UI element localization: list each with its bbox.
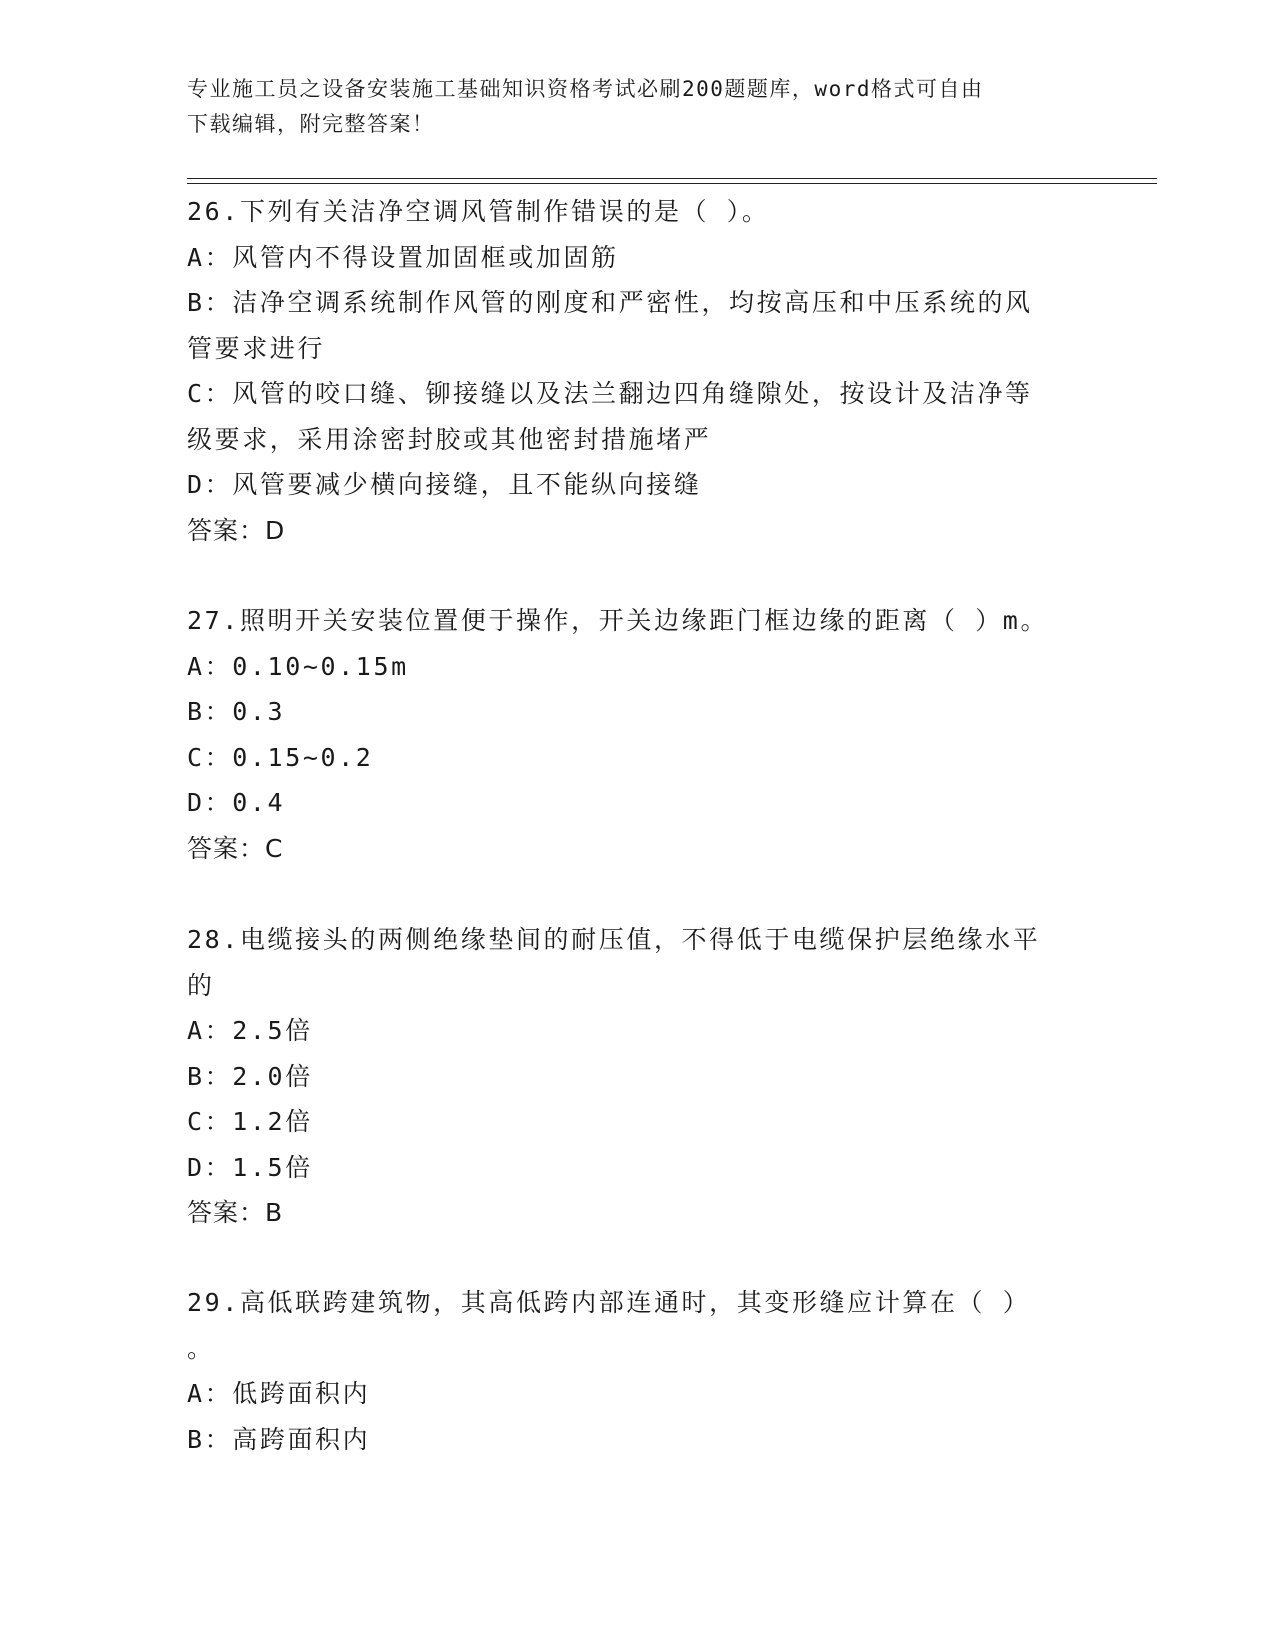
question-28 bbox=[187, 917, 1077, 1236]
option-a: A：0.10~0.15m bbox=[187, 651, 409, 681]
option-d: D：0.4 bbox=[187, 788, 286, 817]
question-stem-continued: 。 bbox=[187, 1333, 215, 1363]
header-line-2: 下载编辑，附完整答案！ bbox=[187, 112, 435, 136]
answer-label: 答案：B bbox=[187, 1198, 284, 1227]
question-stem: 28.电缆接头的两侧绝缘垫间的耐压值，不得低于电缆保护层绝缘水平 bbox=[187, 925, 1041, 954]
option-d: D：1.5倍 bbox=[187, 1152, 313, 1182]
question-stem: 26.下列有关洁净空调风管制作错误的是（ ）。 bbox=[187, 197, 770, 226]
option-c: C：1.2倍 bbox=[187, 1107, 313, 1136]
document-header bbox=[187, 72, 1067, 142]
option-c: C：0.15~0.2 bbox=[187, 742, 374, 772]
header-divider-bottom bbox=[187, 183, 1157, 184]
option-c-continued: 级要求，采用涂密封胶或其他密封措施堵严 bbox=[187, 424, 712, 454]
answer-label: 答案：C bbox=[187, 833, 284, 863]
question-27 bbox=[187, 598, 1077, 871]
option-d: D：风管要减少横向接缝，且不能纵向接缝 bbox=[187, 470, 702, 499]
question-stem-continued: 的 bbox=[187, 970, 215, 1000]
header-divider-top bbox=[187, 178, 1157, 179]
option-b: B：高跨面积内 bbox=[187, 1424, 371, 1454]
option-a: A：低跨面积内 bbox=[187, 1379, 371, 1408]
answer-label: 答案：D bbox=[187, 515, 286, 545]
question-stem: 29.高低联跨建筑物，其高低跨内部连通时，其变形缝应计算在（ ） bbox=[187, 1288, 1031, 1317]
option-b: B：洁净空调系统制作风管的刚度和严密性，均按高压和中压系统的风 bbox=[187, 288, 1033, 317]
question-26 bbox=[187, 189, 1077, 553]
option-a: A：风管内不得设置加固框或加固筋 bbox=[187, 242, 619, 272]
option-b-continued: 管要求进行 bbox=[187, 333, 326, 363]
question-29 bbox=[187, 1280, 1077, 1462]
option-a: A：2.5倍 bbox=[187, 1016, 313, 1045]
question-stem: 27.照明开关安装位置便于操作，开关边缘距门框边缘的距离（ ）m。 bbox=[187, 606, 1049, 635]
header-line-1: 专业施工员之设备安装施工基础知识资格考试必刷200题题库，word格式可自由 bbox=[187, 77, 984, 101]
option-b: B：2.0倍 bbox=[187, 1061, 313, 1091]
option-b: B：0.3 bbox=[187, 697, 286, 726]
option-c: C：风管的咬口缝、铆接缝以及法兰翻边四角缝隙处，按设计及洁净等 bbox=[187, 379, 1033, 408]
